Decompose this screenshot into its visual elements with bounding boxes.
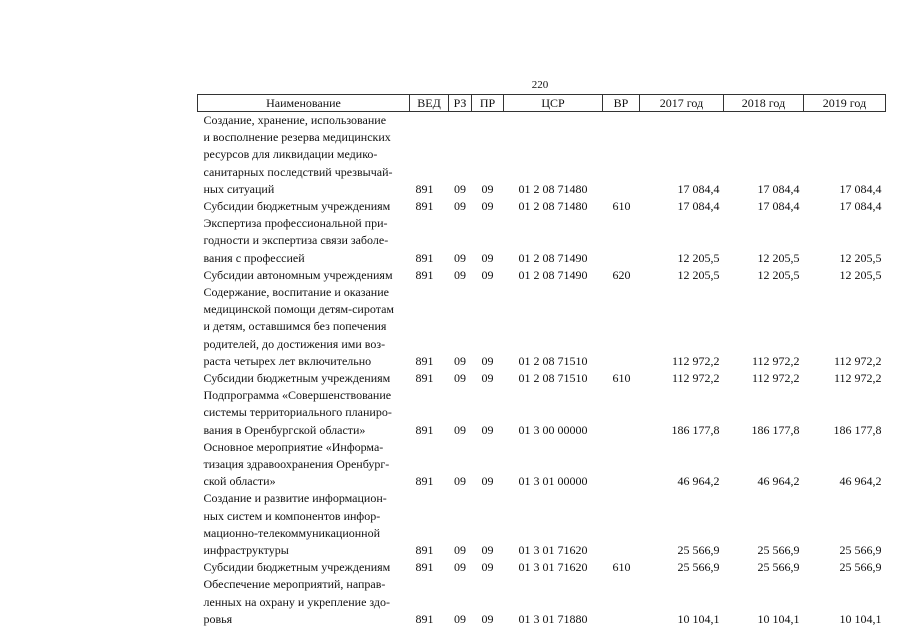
- table-row: [198, 387, 886, 439]
- cell-2018: 17 084,4: [757, 181, 800, 196]
- cell-rz: 09: [454, 371, 466, 386]
- cell-rz: 09: [454, 353, 466, 368]
- cell-name-line: ресурсов для ликвидации медико-: [203, 147, 378, 162]
- cell-pr: 09: [481, 474, 494, 489]
- cell-name-line: родителей, до достижения ими воз-: [203, 336, 386, 351]
- cell-2019: 112 972,2: [833, 353, 882, 368]
- cell-name: [198, 112, 410, 199]
- cell-ved: 891: [415, 353, 434, 368]
- cell-ved: 891: [415, 181, 434, 196]
- cell-ved: 891: [415, 474, 434, 489]
- cell-rz: 09: [454, 199, 466, 214]
- cell-2017: 46 964,2: [677, 474, 720, 489]
- cell-2019: 10 104,1: [839, 611, 882, 626]
- cell-name-line: Субсидии бюджетным учреждениям: [203, 199, 391, 214]
- cell-2017: 186 177,8: [671, 422, 720, 437]
- table-body: [198, 112, 886, 629]
- cell-ved: 891: [415, 422, 434, 437]
- cell-vr: [603, 439, 640, 491]
- cell-name-line: системы территориального планиро-: [203, 405, 392, 420]
- cell-2017: 12 205,5: [677, 267, 720, 282]
- cell-name: [198, 576, 410, 628]
- cell-name-line: Субсидии бюджетным учреждениям: [203, 371, 391, 386]
- cell-2018: 186 177,8: [751, 422, 800, 437]
- cell-rz: 09: [454, 422, 466, 437]
- cell-name-line: ных ситуаций: [203, 181, 275, 196]
- cell-2017: 12 205,5: [677, 250, 720, 265]
- cell-csr: 01 3 01 71880: [518, 611, 588, 626]
- cell-name-line: ленных на охрану и укрепление здо-: [203, 594, 391, 609]
- cell-name: [198, 439, 410, 491]
- header-row: [198, 95, 886, 112]
- cell-pr: 09: [481, 353, 494, 368]
- cell-2017: 10 104,1: [677, 611, 720, 626]
- cell-2018: 12 205,5: [757, 267, 800, 282]
- cell-pr: 09: [481, 371, 494, 386]
- cell-csr: 01 2 08 71490: [518, 267, 588, 282]
- cell-2019: 46 964,2: [839, 474, 882, 489]
- cell-vr: 620: [612, 267, 631, 282]
- cell-ved: 891: [415, 611, 434, 626]
- cell-name-line: Обеспечение мероприятий, направ-: [203, 577, 386, 592]
- header-2017: 2017 год: [640, 95, 724, 112]
- cell-name-line: годности и экспертиза связи заболе-: [203, 233, 389, 248]
- cell-vr: 610: [612, 371, 631, 386]
- table-row: [198, 215, 886, 267]
- cell-csr: 01 3 01 71620: [518, 543, 588, 558]
- table-row: [198, 490, 886, 559]
- cell-rz: 09: [454, 474, 466, 489]
- cell-2017: 112 972,2: [671, 353, 720, 368]
- cell-name-line: Субсидии бюджетным учреждениям: [203, 560, 391, 575]
- cell-name-line: и восполнение резерва медицинских: [203, 130, 391, 145]
- cell-pr: 09: [481, 181, 494, 196]
- cell-csr: 01 3 00 00000: [518, 422, 588, 437]
- cell-pr: 09: [481, 422, 494, 437]
- cell-2018: 112 972,2: [751, 371, 800, 386]
- cell-csr: 01 2 08 71480: [518, 181, 588, 196]
- cell-csr: 01 2 08 71480: [518, 199, 588, 214]
- header-name: Наименование: [198, 95, 410, 112]
- cell-name-line: ской области»: [203, 474, 276, 489]
- cell-name: [198, 267, 410, 284]
- cell-vr: [603, 112, 640, 199]
- cell-vr: [603, 387, 640, 439]
- cell-name-line: Экспертиза профессиональной при-: [203, 216, 388, 231]
- cell-name: [198, 284, 410, 370]
- table-row: [198, 284, 886, 370]
- cell-2019: 12 205,5: [839, 250, 882, 265]
- table-row: [198, 112, 886, 199]
- table-row: [198, 559, 886, 576]
- header-vr: ВР: [603, 95, 640, 112]
- cell-ved: 891: [415, 543, 434, 558]
- table-row: [198, 370, 886, 387]
- cell-2018: 10 104,1: [757, 611, 800, 626]
- cell-2019: 25 566,9: [839, 560, 882, 575]
- header-csr: ЦСР: [504, 95, 603, 112]
- cell-pr: 09: [481, 611, 494, 626]
- cell-vr: 610: [612, 199, 631, 214]
- table-row: [198, 576, 886, 628]
- cell-name-line: вания в Оренбургской области»: [203, 422, 366, 437]
- cell-vr: [603, 215, 640, 267]
- cell-name-line: тизация здравоохранения Оренбург-: [203, 457, 390, 472]
- cell-2017: 25 566,9: [677, 560, 720, 575]
- cell-name-line: Основное мероприятие «Информа-: [203, 439, 384, 454]
- cell-2019: 17 084,4: [839, 199, 882, 214]
- cell-name-line: медицинской помощи детям-сиротам: [203, 302, 394, 317]
- cell-name-line: инфраструктуры: [203, 543, 289, 558]
- cell-2017: 17 084,4: [677, 181, 720, 196]
- cell-csr: 01 2 08 71510: [518, 353, 588, 368]
- cell-csr: 01 2 08 71510: [518, 371, 588, 386]
- cell-2019: 17 084,4: [839, 181, 882, 196]
- cell-name-line: раста четырех лет включительно: [203, 353, 372, 368]
- cell-name: [198, 370, 410, 387]
- cell-2019: 186 177,8: [833, 422, 882, 437]
- table-row: [198, 439, 886, 491]
- cell-csr: 01 3 01 00000: [518, 474, 588, 489]
- cell-pr: 09: [481, 199, 494, 214]
- cell-rz: 09: [454, 543, 466, 558]
- cell-rz: 09: [454, 181, 466, 196]
- cell-name: [198, 387, 410, 439]
- table-row: [198, 267, 886, 284]
- cell-name: [198, 215, 410, 267]
- cell-name-line: ровья: [203, 611, 233, 626]
- cell-name: [198, 198, 410, 215]
- header-2019: 2019 год: [804, 95, 886, 112]
- cell-ved: 891: [415, 199, 434, 214]
- cell-2018: 25 566,9: [757, 560, 800, 575]
- header-2018: 2018 год: [724, 95, 804, 112]
- cell-pr: 09: [481, 250, 494, 265]
- cell-vr: [603, 490, 640, 559]
- cell-2017: 112 972,2: [671, 371, 720, 386]
- cell-2017: 25 566,9: [677, 543, 720, 558]
- cell-pr: 09: [481, 560, 494, 575]
- cell-vr: [603, 576, 640, 628]
- cell-ved: 891: [415, 267, 434, 282]
- cell-name-line: вания с профессией: [203, 250, 305, 265]
- cell-name-line: санитарных последствий чрезвычай-: [203, 164, 393, 179]
- cell-name-line: Подпрограмма «Совершенствование: [203, 388, 392, 403]
- cell-rz: 09: [454, 560, 466, 575]
- cell-name: [198, 559, 410, 576]
- cell-2017: 17 084,4: [677, 199, 720, 214]
- cell-rz: 09: [454, 611, 466, 626]
- cell-name-line: и детям, оставшимся без попечения: [203, 319, 387, 334]
- cell-ved: 891: [415, 371, 434, 386]
- cell-2018: 25 566,9: [757, 543, 800, 558]
- cell-name-line: Содержание, воспитание и оказание: [203, 285, 389, 300]
- cell-2018: 112 972,2: [751, 353, 800, 368]
- cell-name: [198, 490, 410, 559]
- header-ved: ВЕД: [410, 95, 449, 112]
- cell-rz: 09: [454, 267, 466, 282]
- cell-2018: 12 205,5: [757, 250, 800, 265]
- header-pr: ПР: [472, 95, 504, 112]
- cell-name-line: Создание, хранение, использование: [203, 113, 387, 127]
- cell-name-line: Создание и развитие информацион-: [203, 491, 387, 506]
- cell-2018: 17 084,4: [757, 199, 800, 214]
- cell-2019: 112 972,2: [833, 371, 882, 386]
- cell-2019: 25 566,9: [839, 543, 882, 558]
- page-number: 220: [531, 79, 549, 91]
- cell-ved: 891: [415, 560, 434, 575]
- cell-pr: 09: [481, 267, 494, 282]
- cell-csr: 01 3 01 71620: [518, 560, 588, 575]
- cell-2019: 12 205,5: [839, 267, 882, 282]
- cell-vr: [603, 284, 640, 370]
- cell-csr: 01 2 08 71490: [518, 250, 588, 265]
- cell-rz: 09: [454, 250, 466, 265]
- budget-table: [197, 94, 886, 628]
- table-row: [198, 198, 886, 215]
- cell-2018: 46 964,2: [757, 474, 800, 489]
- cell-vr: 610: [612, 560, 631, 575]
- header-rz: РЗ: [449, 95, 472, 112]
- cell-name-line: Субсидии автономным учреждениям: [203, 267, 393, 282]
- cell-ved: 891: [415, 250, 434, 265]
- cell-name-line: мационно-телекоммуникационной: [203, 525, 381, 540]
- cell-name-line: ных систем и компонентов инфор-: [203, 508, 381, 523]
- cell-pr: 09: [481, 543, 494, 558]
